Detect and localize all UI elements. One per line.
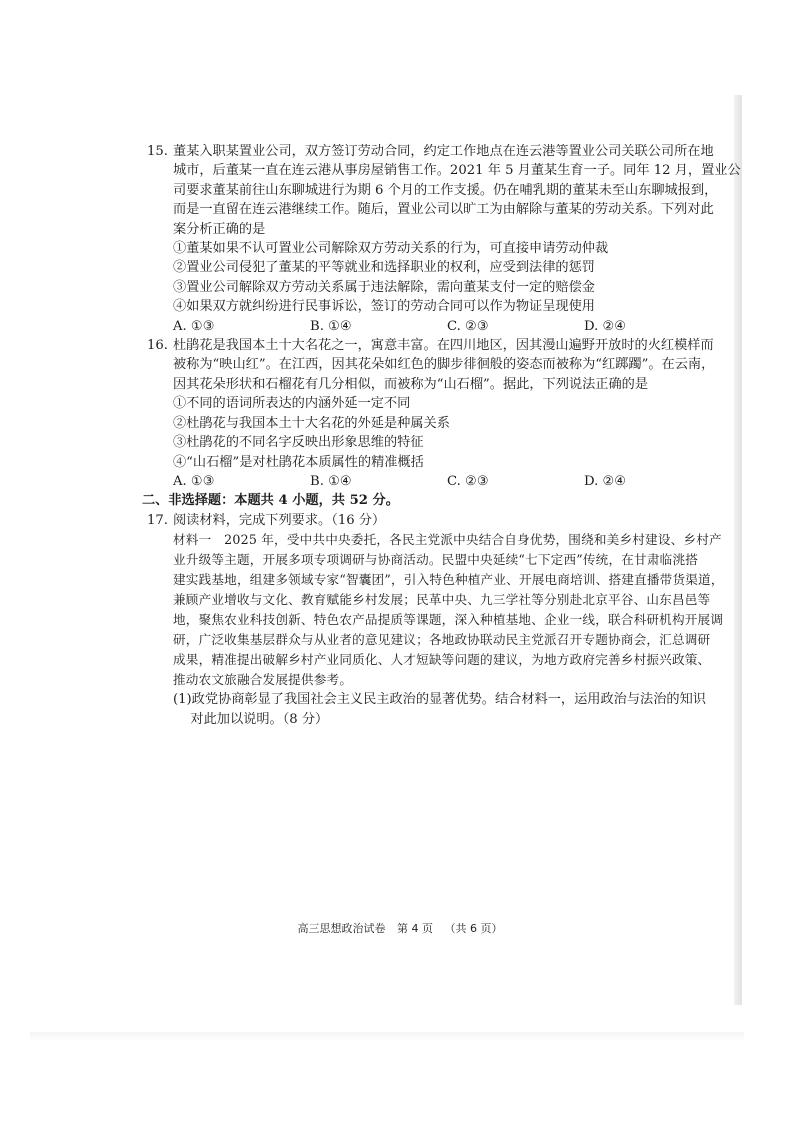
- footer-total: （共 6 页）: [444, 922, 503, 935]
- footer-page: 第 4 页: [397, 922, 433, 935]
- question-stem-line: 被称为“映山红”。在江西，因其花朵如红色的脚步徘徊般的姿态而被称为“红踯躅”。在云南，: [173, 357, 715, 373]
- material-line: 成果，精准提出破解乡村产业同质化、人才短缺等问题的建议，为地方政府完善乡村振兴政策、: [173, 652, 711, 668]
- page-footer: [0, 920, 800, 936]
- material-line: 兼顾产业增收与文化、教育赋能乡村发展；民革中央、九三学社等分别赴北京平谷、山东昌邑等: [173, 592, 711, 608]
- option-a: A. ①③: [173, 473, 215, 489]
- material-one: [147, 530, 725, 690]
- sub-question-1-cont: 对此加以说明。（8 分）: [173, 711, 329, 727]
- question-stem-line: 董某入职某置业公司，双方签订劳动合同，约定工作地点在连云港等置业公司关联公司所在地: [173, 144, 714, 159]
- question-15: [147, 142, 741, 336]
- question-number: 17.: [147, 512, 168, 528]
- statement-item: ①不同的语词所表达的内涵外延一定不同: [173, 396, 411, 412]
- footer-title: 高三思想政治试卷: [297, 922, 386, 935]
- question-stem-line: 而是一直留在连云港继续工作。随后，置业公司以旷工为由解除与董某的劳动关系。下列对此: [173, 202, 714, 218]
- material-line: 业升级等主题，开展多项专项调研与协商活动。民盟中央延续“七下定西”传统，在甘肃临洮搭: [173, 552, 699, 568]
- scan-edge-shadow: [734, 95, 742, 1005]
- material-line: 研，广泛收集基层群众与从业者的意见建议；各地政协联动民主党派召开专题协商会，汇总调研: [173, 632, 711, 648]
- question-stem-line: 因其花朵形状和石榴花有几分相似，而被称为“山石榴”。据此，下列说法正确的是: [173, 376, 649, 392]
- statement-item: ③置业公司解除双方劳动关系属于违法解除，需向董某支付一定的赔偿金: [173, 279, 595, 295]
- question-stem-line: 案分析正确的是: [173, 221, 266, 237]
- material-line: 建实践基地，组建多领域专家“智囊团”，引入特色种植产业、开展电商培训、搭建直播带货渠道，: [173, 572, 724, 588]
- option-c: C. ②③: [447, 318, 489, 334]
- question-number: 16.: [147, 338, 168, 354]
- option-b: B. ①④: [310, 473, 352, 489]
- material-line: 地，聚焦农业科技创新、特色农产品提质等课题，深入种植基地、企业一线，联合科研机构开展调: [173, 612, 724, 628]
- exam-content: [142, 142, 741, 729]
- option-d: D. ②④: [584, 473, 627, 489]
- question-stem-line: 司要求董某前往山东聊城进行为期 6 个月的工作支援。仍在哺乳期的董某未至山东聊城报到，: [173, 182, 718, 198]
- statement-item: ④“山石榴”是对杜鹃花本质属性的精准概括: [173, 454, 424, 470]
- question-stem-line: 杜鹃花是我国本土十大名花之一，寓意丰富。在四川地区，因其漫山遍野开放时的火红模样而: [173, 338, 714, 354]
- option-b: B. ①④: [310, 318, 352, 334]
- statement-item: ①董某如果不认可置业公司解除双方劳动关系的行为，可直接申请劳动仲裁: [173, 241, 609, 257]
- answer-options: [147, 472, 725, 491]
- statement-item: ③杜鹃花的不同名字反映出形象思维的特征: [173, 435, 424, 451]
- material-line: 材料一 2025 年，受中共中央委托，各民主党派中央结合自身优势，围绕和美乡村建设、乡村产: [173, 532, 722, 548]
- question-stem-line: 城市，后董某一直在连云港从事房屋销售工作。2021 年 5 月董某生育一子。同年 12 月，置业公: [173, 163, 741, 179]
- question-number: 15.: [147, 144, 168, 159]
- option-a: A. ①③: [173, 318, 215, 334]
- sub-question-1: (1)政党协商彰显了我国社会主义民主政治的显著优势。结合材料一，运用政治与法治的知识: [173, 692, 706, 708]
- statement-item: ④如果双方就纠纷进行民事诉讼，签订的劳动合同可以作为物证呈现使用: [173, 299, 595, 315]
- option-c: C. ②③: [447, 473, 489, 489]
- question-instruction: 阅读材料，完成下列要求。（16 分）: [173, 512, 386, 528]
- scan-bottom-shadow: [30, 1032, 744, 1042]
- statement-item: ②置业公司侵犯了董某的平等就业和选择职业的权利，应受到法律的惩罚: [173, 260, 595, 276]
- statement-item: ②杜鹃花与我国本土十大名花的外延是种属关系: [173, 415, 450, 431]
- section-heading: 二、非选择题：本题共 4 小题，共 52 分。: [142, 493, 399, 509]
- material-line: 推动农文旅融合发展提供参考。: [173, 672, 353, 688]
- option-d: D. ②④: [584, 318, 627, 334]
- question-16: [147, 336, 725, 491]
- answer-options: [147, 317, 725, 336]
- question-17: [147, 511, 725, 729]
